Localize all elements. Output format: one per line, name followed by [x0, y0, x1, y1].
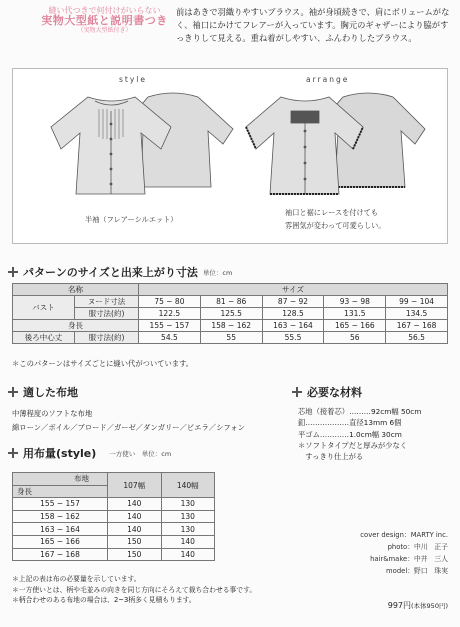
height-col-header: 身長 [13, 485, 108, 498]
back-value: 55.5 [262, 332, 324, 344]
col-size-header: サイズ [139, 284, 448, 296]
material-item: 平ゴム…………1.0cm幅 30cm [298, 429, 402, 439]
usage-note: ＊上記の表は布の必要量を示しています。 [12, 575, 141, 583]
material-item: ＊ソフトタイプだと厚みが少なく [298, 440, 408, 450]
w107-cell: 150 [108, 548, 162, 561]
nude-label: ヌード寸法 [75, 296, 139, 308]
w140-cell: 130 [161, 498, 215, 511]
arrange-label: arrange [306, 75, 350, 84]
height-cell: 165 − 166 [13, 535, 108, 548]
fabric-line-1: 中薄程度のソフトな布地 [12, 409, 93, 418]
back-finished-label: 服寸法(約) [75, 332, 139, 344]
back-value: 55 [200, 332, 262, 344]
feature-line-2: 実物大型紙と説明書つき [41, 14, 168, 28]
col-107-header: 107幅 [108, 473, 162, 498]
photo-credit: photo：中川 正子 [387, 542, 448, 551]
usage-note: ＊一方使いとは、柄や毛並みの向きを同じ方向にそろえて裁ち合わせる事です。 [12, 585, 257, 594]
finished-value: 131.5 [324, 308, 386, 320]
feature-line-3: （実物大型紙付き） [77, 26, 132, 34]
size-section-unit: 単位：cm [202, 268, 233, 277]
feature-line-1: 縫い代つきで何付けがいらない [48, 6, 161, 15]
w107-cell: 140 [108, 523, 162, 536]
size-section-title: パターンのサイズと出来上がり寸法 [23, 266, 198, 279]
col-name-header: 名称 [13, 284, 139, 296]
nude-value: 93 − 98 [324, 296, 386, 308]
w140-cell: 140 [161, 548, 215, 561]
materials-heading [292, 384, 362, 400]
style-caption: 半袖（フレアーシルエット） [85, 215, 178, 224]
plus-icon [292, 387, 302, 397]
height-cell: 155 − 157 [13, 498, 108, 511]
arrange-caption-2: 雰囲気が変わって可愛らしい。 [285, 221, 386, 230]
usage-notes [12, 574, 256, 606]
w107-cell: 150 [108, 535, 162, 548]
finished-value: 125.5 [200, 308, 262, 320]
usage-note: ＊柄合わせのある布地の場合は、2~3柄多く見積もります。 [12, 596, 196, 605]
back-value: 56.5 [386, 332, 448, 344]
arrange-caption-1: 袖口と裾にレースを付けても [285, 208, 379, 217]
w140-cell: 130 [161, 510, 215, 523]
fabric-usage-table [12, 472, 215, 561]
usage-title: 用布量(style) [23, 447, 97, 460]
cover-credit: cover design：MARTY inc. [360, 531, 448, 539]
table-row [13, 498, 215, 511]
nude-value: 87 − 92 [262, 296, 324, 308]
height-cell: 163 − 164 [13, 523, 108, 536]
material-item: 釦………………直径13mm 6個 [298, 418, 402, 428]
plus-icon [8, 448, 18, 458]
length-value: 165 − 166 [324, 320, 386, 332]
usage-heading [8, 445, 171, 461]
length-value: 167 − 168 [386, 320, 448, 332]
nude-value: 81 − 86 [200, 296, 262, 308]
length-label: 身長 [13, 320, 139, 332]
back-label: 後ろ中心丈 [13, 332, 75, 344]
finished-label: 服寸法(約) [75, 308, 139, 320]
length-value: 155 − 157 [139, 320, 201, 332]
back-value: 54.5 [139, 332, 201, 344]
height-cell: 158 − 162 [13, 510, 108, 523]
finished-value: 134.5 [386, 308, 448, 320]
illustration-panel [12, 68, 448, 244]
nude-value: 75 − 80 [139, 296, 201, 308]
usage-sub: 一方使い 単位：cm [109, 449, 172, 458]
back-value: 56 [324, 332, 386, 344]
table-row [13, 548, 215, 561]
price-note: (本体950円) [411, 602, 448, 610]
model-credit: model：野口 珠実 [386, 566, 448, 575]
height-cell: 167 − 168 [13, 548, 108, 561]
w107-cell: 140 [108, 510, 162, 523]
w140-cell: 140 [161, 535, 215, 548]
size-section-heading [8, 264, 232, 280]
table-row [13, 523, 215, 536]
style-label: style [119, 75, 147, 84]
material-item: 芯地（接着芯）………92cm幅 50cm [298, 407, 422, 416]
credits [360, 530, 448, 578]
length-value: 158 − 162 [200, 320, 262, 332]
plus-icon [8, 387, 18, 397]
nude-value: 99 − 104 [386, 296, 448, 308]
material-item: すっきり仕上がる [298, 452, 364, 462]
table-row [13, 510, 215, 523]
finished-value: 128.5 [262, 308, 324, 320]
fabric-section-title: 適した布地 [23, 386, 78, 399]
plus-icon [8, 267, 18, 277]
length-value: 163 − 164 [262, 320, 324, 332]
blouse-illustrations [13, 69, 449, 245]
fabric-line-2: 綿ローン／ボイル／ブロード／ガーゼ／ダンガリー／ビエラ／シフォン [12, 423, 245, 432]
table-row [13, 535, 215, 548]
materials-list [298, 406, 421, 462]
price [388, 600, 448, 611]
col-140-header: 140幅 [161, 473, 215, 498]
materials-title: 必要な材料 [307, 386, 362, 399]
bust-label: バスト [13, 296, 75, 320]
product-description: 前はあきで羽織りやすいブラウス。袖が身頃続きで、肩にボリュームがなく、袖口にかけてフレアーが入っています。胸元のギャザーにより脇がすっきりして見える。重ね着がしやすい、ふんわりしたブラウス。 [176, 7, 450, 43]
pattern-feature-note [12, 6, 197, 35]
fabric-section-heading [8, 384, 78, 400]
size-table [12, 283, 448, 344]
finished-value: 122.5 [139, 308, 201, 320]
w107-cell: 140 [108, 498, 162, 511]
fabric-col-header: 布地 [13, 473, 108, 486]
hair-credit: hair&make：中井 三人 [370, 554, 448, 563]
price-value: 997円 [387, 601, 412, 610]
size-note: ＊このパターンはサイズごとに縫い代がついています。 [12, 359, 194, 368]
w140-cell: 130 [161, 523, 215, 536]
